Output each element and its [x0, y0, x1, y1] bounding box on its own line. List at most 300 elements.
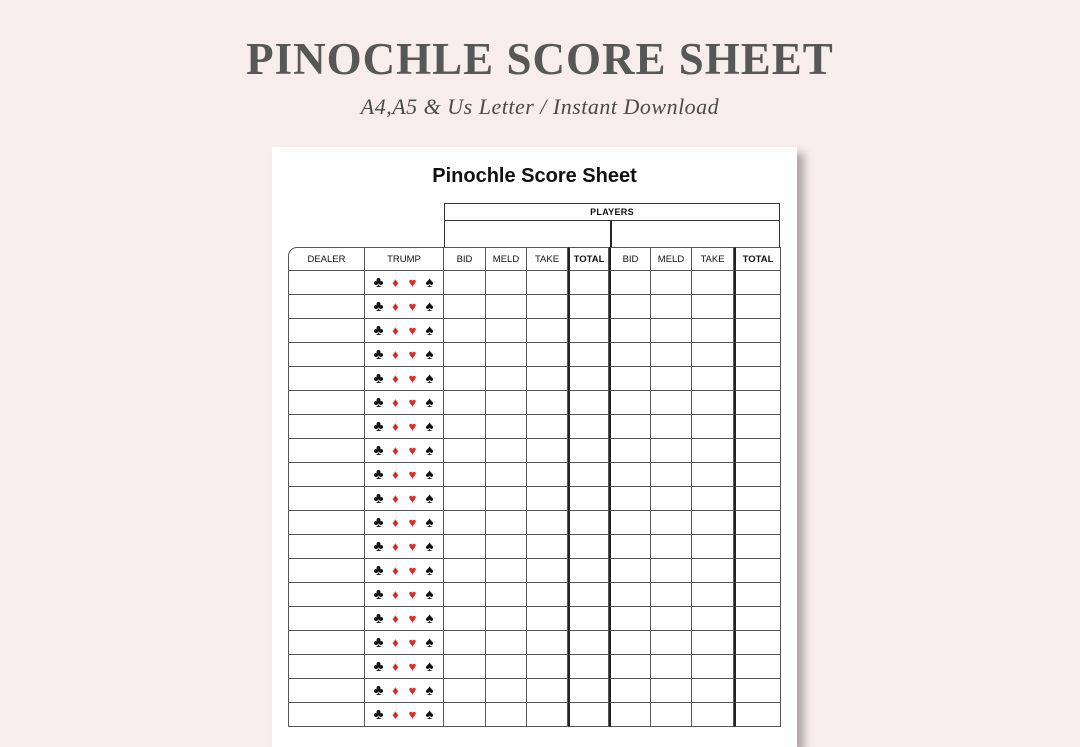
heart-icon: ♥	[408, 586, 417, 602]
meld-cell[interactable]	[486, 391, 527, 415]
heart-icon: ♥	[408, 274, 417, 290]
meld-cell[interactable]	[651, 511, 692, 535]
club-icon: ♣	[373, 633, 384, 651]
table-row	[288, 607, 781, 631]
bid-cell[interactable]	[444, 631, 486, 655]
meld-cell[interactable]	[486, 463, 527, 487]
bid-cell[interactable]	[444, 703, 486, 727]
bid-cell[interactable]	[444, 559, 486, 583]
table-row	[288, 271, 781, 295]
header-row	[288, 247, 781, 271]
take-cell[interactable]	[692, 367, 734, 391]
heart-icon: ♥	[408, 346, 417, 362]
total-cell[interactable]	[734, 535, 781, 559]
meld-cell[interactable]	[486, 319, 527, 343]
table-row	[288, 511, 781, 535]
total-cell[interactable]	[734, 559, 781, 583]
column-header-meld-2: MELD	[651, 247, 692, 271]
meld-cell[interactable]	[486, 631, 527, 655]
diamond-icon: ♦	[392, 394, 399, 410]
heart-icon: ♥	[408, 634, 417, 650]
trump-cell	[365, 343, 444, 367]
take-cell[interactable]	[692, 439, 734, 463]
dealer-cell[interactable]	[288, 607, 365, 631]
take-cell[interactable]	[692, 559, 734, 583]
spade-icon: ♠	[425, 369, 434, 387]
take-cell[interactable]	[692, 607, 734, 631]
total-cell[interactable]	[568, 559, 609, 583]
meld-cell[interactable]	[486, 367, 527, 391]
column-header-take-1: TAKE	[527, 247, 568, 271]
table-row	[288, 391, 781, 415]
meld-cell[interactable]	[651, 343, 692, 367]
table-row	[288, 439, 781, 463]
take-cell[interactable]	[692, 415, 734, 439]
diamond-icon: ♦	[392, 658, 399, 674]
club-icon: ♣	[373, 393, 384, 411]
trump-cell	[365, 535, 444, 559]
take-cell[interactable]	[527, 295, 568, 319]
take-cell[interactable]	[692, 391, 734, 415]
total-cell[interactable]	[734, 295, 781, 319]
bid-cell[interactable]	[609, 535, 651, 559]
table-row	[288, 631, 781, 655]
club-icon: ♣	[373, 345, 384, 363]
column-header-bid-2: BID	[609, 247, 651, 271]
bid-cell[interactable]	[444, 655, 486, 679]
trump-cell	[365, 487, 444, 511]
meld-cell[interactable]	[651, 295, 692, 319]
total-cell[interactable]	[568, 439, 609, 463]
heart-icon: ♥	[408, 298, 417, 314]
bid-cell[interactable]	[609, 271, 651, 295]
dealer-cell[interactable]	[288, 583, 365, 607]
meld-cell[interactable]	[651, 463, 692, 487]
total-cell[interactable]	[734, 367, 781, 391]
meld-cell[interactable]	[486, 343, 527, 367]
spade-icon: ♠	[425, 273, 434, 291]
trump-cell	[365, 463, 444, 487]
meld-cell[interactable]	[651, 535, 692, 559]
meld-cell[interactable]	[486, 511, 527, 535]
diamond-icon: ♦	[392, 538, 399, 554]
dealer-cell[interactable]	[288, 655, 365, 679]
heart-icon: ♥	[408, 322, 417, 338]
total-cell[interactable]	[568, 415, 609, 439]
bid-cell[interactable]	[444, 487, 486, 511]
spade-icon: ♠	[425, 393, 434, 411]
meld-cell[interactable]	[486, 703, 527, 727]
club-icon: ♣	[373, 297, 384, 315]
bid-cell[interactable]	[609, 655, 651, 679]
meld-cell[interactable]	[486, 439, 527, 463]
take-cell[interactable]	[527, 439, 568, 463]
meld-cell[interactable]	[651, 655, 692, 679]
dealer-cell[interactable]	[288, 439, 365, 463]
club-icon: ♣	[373, 465, 384, 483]
total-cell[interactable]	[568, 271, 609, 295]
table-row	[288, 367, 781, 391]
meld-cell[interactable]	[651, 391, 692, 415]
bid-cell[interactable]	[444, 343, 486, 367]
heart-icon: ♥	[408, 538, 417, 554]
dealer-cell[interactable]	[288, 631, 365, 655]
spade-icon: ♠	[425, 537, 434, 555]
diamond-icon: ♦	[392, 322, 399, 338]
trump-cell	[365, 319, 444, 343]
diamond-icon: ♦	[392, 586, 399, 602]
take-cell[interactable]	[527, 679, 568, 703]
club-icon: ♣	[373, 369, 384, 387]
meld-cell[interactable]	[651, 607, 692, 631]
diamond-icon: ♦	[392, 514, 399, 530]
trump-cell	[365, 367, 444, 391]
page-subheadline: A4,A5 & Us Letter / Instant Download	[360, 94, 720, 119]
meld-cell[interactable]	[651, 631, 692, 655]
club-icon: ♣	[373, 513, 384, 531]
heart-icon: ♥	[408, 418, 417, 434]
spade-icon: ♠	[425, 489, 434, 507]
table-row	[288, 655, 781, 679]
total-cell[interactable]	[734, 343, 781, 367]
trump-cell	[365, 631, 444, 655]
column-header-trump: TRUMP	[365, 247, 444, 271]
take-cell[interactable]	[692, 271, 734, 295]
total-cell[interactable]	[568, 295, 609, 319]
club-icon: ♣	[373, 681, 384, 699]
bid-cell[interactable]	[609, 391, 651, 415]
bid-cell[interactable]	[609, 295, 651, 319]
dealer-cell[interactable]	[288, 535, 365, 559]
dealer-cell[interactable]	[288, 679, 365, 703]
bid-cell[interactable]	[444, 583, 486, 607]
total-cell[interactable]	[734, 463, 781, 487]
total-cell[interactable]	[734, 631, 781, 655]
score-sheet-paper	[272, 147, 797, 747]
meld-cell[interactable]	[651, 439, 692, 463]
take-cell[interactable]	[527, 271, 568, 295]
diamond-icon: ♦	[392, 682, 399, 698]
table-row	[288, 535, 781, 559]
bid-cell[interactable]	[444, 391, 486, 415]
meld-cell[interactable]	[486, 487, 527, 511]
total-cell[interactable]	[734, 511, 781, 535]
trump-cell	[365, 295, 444, 319]
total-cell[interactable]	[568, 583, 609, 607]
total-cell[interactable]	[568, 391, 609, 415]
players-label: PLAYERS	[445, 204, 779, 221]
take-cell[interactable]	[527, 511, 568, 535]
meld-cell[interactable]	[486, 583, 527, 607]
take-cell[interactable]	[527, 655, 568, 679]
club-icon: ♣	[373, 561, 384, 579]
spade-icon: ♠	[425, 441, 434, 459]
spade-icon: ♠	[425, 561, 434, 579]
table-row	[288, 559, 781, 583]
meld-cell[interactable]	[651, 487, 692, 511]
heart-icon: ♥	[408, 682, 417, 698]
diamond-icon: ♦	[392, 706, 399, 722]
bid-cell[interactable]	[609, 511, 651, 535]
bid-cell[interactable]	[444, 415, 486, 439]
take-cell[interactable]	[527, 319, 568, 343]
dealer-cell[interactable]	[288, 367, 365, 391]
spade-icon: ♠	[425, 681, 434, 699]
total-cell[interactable]	[734, 607, 781, 631]
take-cell[interactable]	[692, 343, 734, 367]
bid-cell[interactable]	[609, 415, 651, 439]
total-cell[interactable]	[568, 655, 609, 679]
column-header-take-2: TAKE	[692, 247, 734, 271]
spade-icon: ♠	[425, 321, 434, 339]
club-icon: ♣	[373, 441, 384, 459]
trump-cell	[365, 679, 444, 703]
total-cell[interactable]	[734, 319, 781, 343]
meld-cell[interactable]	[651, 271, 692, 295]
dealer-cell[interactable]	[288, 703, 365, 727]
diamond-icon: ♦	[392, 490, 399, 506]
trump-cell	[365, 415, 444, 439]
bid-cell[interactable]	[609, 679, 651, 703]
sheet-title: Pinochle Score Sheet	[432, 165, 637, 187]
take-cell[interactable]	[527, 583, 568, 607]
club-icon: ♣	[373, 585, 384, 603]
take-cell[interactable]	[527, 367, 568, 391]
take-cell[interactable]	[692, 655, 734, 679]
heart-icon: ♥	[408, 442, 417, 458]
spade-icon: ♠	[425, 345, 434, 363]
take-cell[interactable]	[692, 703, 734, 727]
heart-icon: ♥	[408, 394, 417, 410]
take-cell[interactable]	[527, 487, 568, 511]
table-row	[288, 295, 781, 319]
total-cell[interactable]	[734, 679, 781, 703]
dealer-cell[interactable]	[288, 391, 365, 415]
meld-cell[interactable]	[486, 295, 527, 319]
bid-cell[interactable]	[444, 511, 486, 535]
total-cell[interactable]	[734, 655, 781, 679]
table-row	[288, 583, 781, 607]
meld-cell[interactable]	[651, 583, 692, 607]
take-cell[interactable]	[692, 295, 734, 319]
diamond-icon: ♦	[392, 418, 399, 434]
bid-cell[interactable]	[444, 463, 486, 487]
club-icon: ♣	[373, 537, 384, 555]
dealer-cell[interactable]	[288, 319, 365, 343]
take-cell[interactable]	[692, 631, 734, 655]
spade-icon: ♠	[425, 417, 434, 435]
bid-cell[interactable]	[609, 439, 651, 463]
club-icon: ♣	[373, 321, 384, 339]
total-cell[interactable]	[568, 343, 609, 367]
take-cell[interactable]	[527, 703, 568, 727]
meld-cell[interactable]	[651, 559, 692, 583]
table-row	[288, 343, 781, 367]
meld-cell[interactable]	[651, 415, 692, 439]
table-row	[288, 703, 781, 727]
spade-icon: ♠	[425, 633, 434, 651]
bid-cell[interactable]	[609, 367, 651, 391]
take-cell[interactable]	[527, 559, 568, 583]
take-cell[interactable]	[692, 583, 734, 607]
meld-cell[interactable]	[486, 679, 527, 703]
total-cell[interactable]	[568, 487, 609, 511]
bid-cell[interactable]	[609, 631, 651, 655]
dealer-cell[interactable]	[288, 271, 365, 295]
take-cell[interactable]	[692, 463, 734, 487]
bid-cell[interactable]	[609, 703, 651, 727]
meld-cell[interactable]	[486, 271, 527, 295]
meld-cell[interactable]	[486, 559, 527, 583]
bid-cell[interactable]	[444, 271, 486, 295]
meld-cell[interactable]	[486, 607, 527, 631]
spade-icon: ♠	[425, 657, 434, 675]
bid-cell[interactable]	[609, 583, 651, 607]
heart-icon: ♥	[408, 370, 417, 386]
take-cell[interactable]	[527, 463, 568, 487]
take-cell[interactable]	[527, 535, 568, 559]
trump-cell	[365, 439, 444, 463]
dealer-cell[interactable]	[288, 559, 365, 583]
column-header-total-2: TOTAL	[734, 247, 781, 271]
dealer-cell[interactable]	[288, 511, 365, 535]
meld-cell[interactable]	[486, 535, 527, 559]
bid-cell[interactable]	[444, 367, 486, 391]
diamond-icon: ♦	[392, 298, 399, 314]
meld-cell[interactable]	[486, 655, 527, 679]
meld-cell[interactable]	[651, 679, 692, 703]
total-cell[interactable]	[734, 487, 781, 511]
bid-cell[interactable]	[609, 319, 651, 343]
diamond-icon: ♦	[392, 346, 399, 362]
take-cell[interactable]	[692, 679, 734, 703]
table-row	[288, 415, 781, 439]
total-cell[interactable]	[734, 703, 781, 727]
club-icon: ♣	[373, 609, 384, 627]
column-header-bid-1: BID	[444, 247, 486, 271]
take-cell[interactable]	[527, 631, 568, 655]
bid-cell[interactable]	[609, 343, 651, 367]
take-cell[interactable]	[527, 607, 568, 631]
trump-cell	[365, 511, 444, 535]
diamond-icon: ♦	[392, 442, 399, 458]
heart-icon: ♥	[408, 514, 417, 530]
total-cell[interactable]	[568, 607, 609, 631]
trump-cell	[365, 583, 444, 607]
page-headline: PINOCHLE SCORE SHEET	[246, 34, 834, 84]
bid-cell[interactable]	[609, 559, 651, 583]
table-row	[288, 319, 781, 343]
players-header-box	[444, 203, 780, 247]
meld-cell[interactable]	[651, 319, 692, 343]
dealer-cell[interactable]	[288, 487, 365, 511]
bid-cell[interactable]	[444, 679, 486, 703]
diamond-icon: ♦	[392, 370, 399, 386]
spade-icon: ♠	[425, 297, 434, 315]
diamond-icon: ♦	[392, 562, 399, 578]
take-cell[interactable]	[692, 487, 734, 511]
bid-cell[interactable]	[444, 319, 486, 343]
players-divider	[610, 220, 612, 248]
heart-icon: ♥	[408, 562, 417, 578]
bid-cell[interactable]	[444, 439, 486, 463]
spade-icon: ♠	[425, 465, 434, 483]
trump-cell	[365, 391, 444, 415]
club-icon: ♣	[373, 489, 384, 507]
dealer-cell[interactable]	[288, 295, 365, 319]
diamond-icon: ♦	[392, 634, 399, 650]
total-cell[interactable]	[568, 535, 609, 559]
take-cell[interactable]	[692, 511, 734, 535]
score-table	[288, 247, 781, 727]
take-cell[interactable]	[527, 391, 568, 415]
meld-cell[interactable]	[651, 367, 692, 391]
spade-icon: ♠	[425, 513, 434, 531]
take-cell[interactable]	[692, 535, 734, 559]
total-cell[interactable]	[568, 367, 609, 391]
spade-icon: ♠	[425, 609, 434, 627]
bid-cell[interactable]	[609, 607, 651, 631]
total-cell[interactable]	[568, 679, 609, 703]
meld-cell[interactable]	[486, 415, 527, 439]
table-row	[288, 487, 781, 511]
total-cell[interactable]	[734, 583, 781, 607]
dealer-cell[interactable]	[288, 463, 365, 487]
bid-cell[interactable]	[444, 535, 486, 559]
total-cell[interactable]	[734, 415, 781, 439]
bid-cell[interactable]	[609, 487, 651, 511]
column-header-dealer: DEALER	[288, 247, 365, 271]
trump-cell	[365, 607, 444, 631]
total-cell[interactable]	[734, 391, 781, 415]
trump-cell	[365, 703, 444, 727]
diamond-icon: ♦	[392, 466, 399, 482]
trump-cell	[365, 655, 444, 679]
total-cell[interactable]	[734, 439, 781, 463]
club-icon: ♣	[373, 657, 384, 675]
total-cell[interactable]	[568, 511, 609, 535]
bid-cell[interactable]	[609, 463, 651, 487]
dealer-cell[interactable]	[288, 415, 365, 439]
total-cell[interactable]	[568, 319, 609, 343]
total-cell[interactable]	[568, 463, 609, 487]
meld-cell[interactable]	[651, 703, 692, 727]
take-cell[interactable]	[692, 319, 734, 343]
table-row	[288, 463, 781, 487]
heart-icon: ♥	[408, 706, 417, 722]
column-header-total-1: TOTAL	[568, 247, 609, 271]
total-cell[interactable]	[734, 271, 781, 295]
diamond-icon: ♦	[392, 274, 399, 290]
club-icon: ♣	[373, 705, 384, 723]
spade-icon: ♠	[425, 585, 434, 603]
club-icon: ♣	[373, 417, 384, 435]
dealer-cell[interactable]	[288, 343, 365, 367]
total-cell[interactable]	[568, 631, 609, 655]
spade-icon: ♠	[425, 705, 434, 723]
heart-icon: ♥	[408, 658, 417, 674]
score-rows	[288, 271, 781, 727]
take-cell[interactable]	[527, 415, 568, 439]
diamond-icon: ♦	[392, 610, 399, 626]
trump-cell	[365, 271, 444, 295]
heart-icon: ♥	[408, 610, 417, 626]
bid-cell[interactable]	[444, 607, 486, 631]
bid-cell[interactable]	[444, 295, 486, 319]
total-cell[interactable]	[568, 703, 609, 727]
heart-icon: ♥	[408, 490, 417, 506]
take-cell[interactable]	[527, 343, 568, 367]
